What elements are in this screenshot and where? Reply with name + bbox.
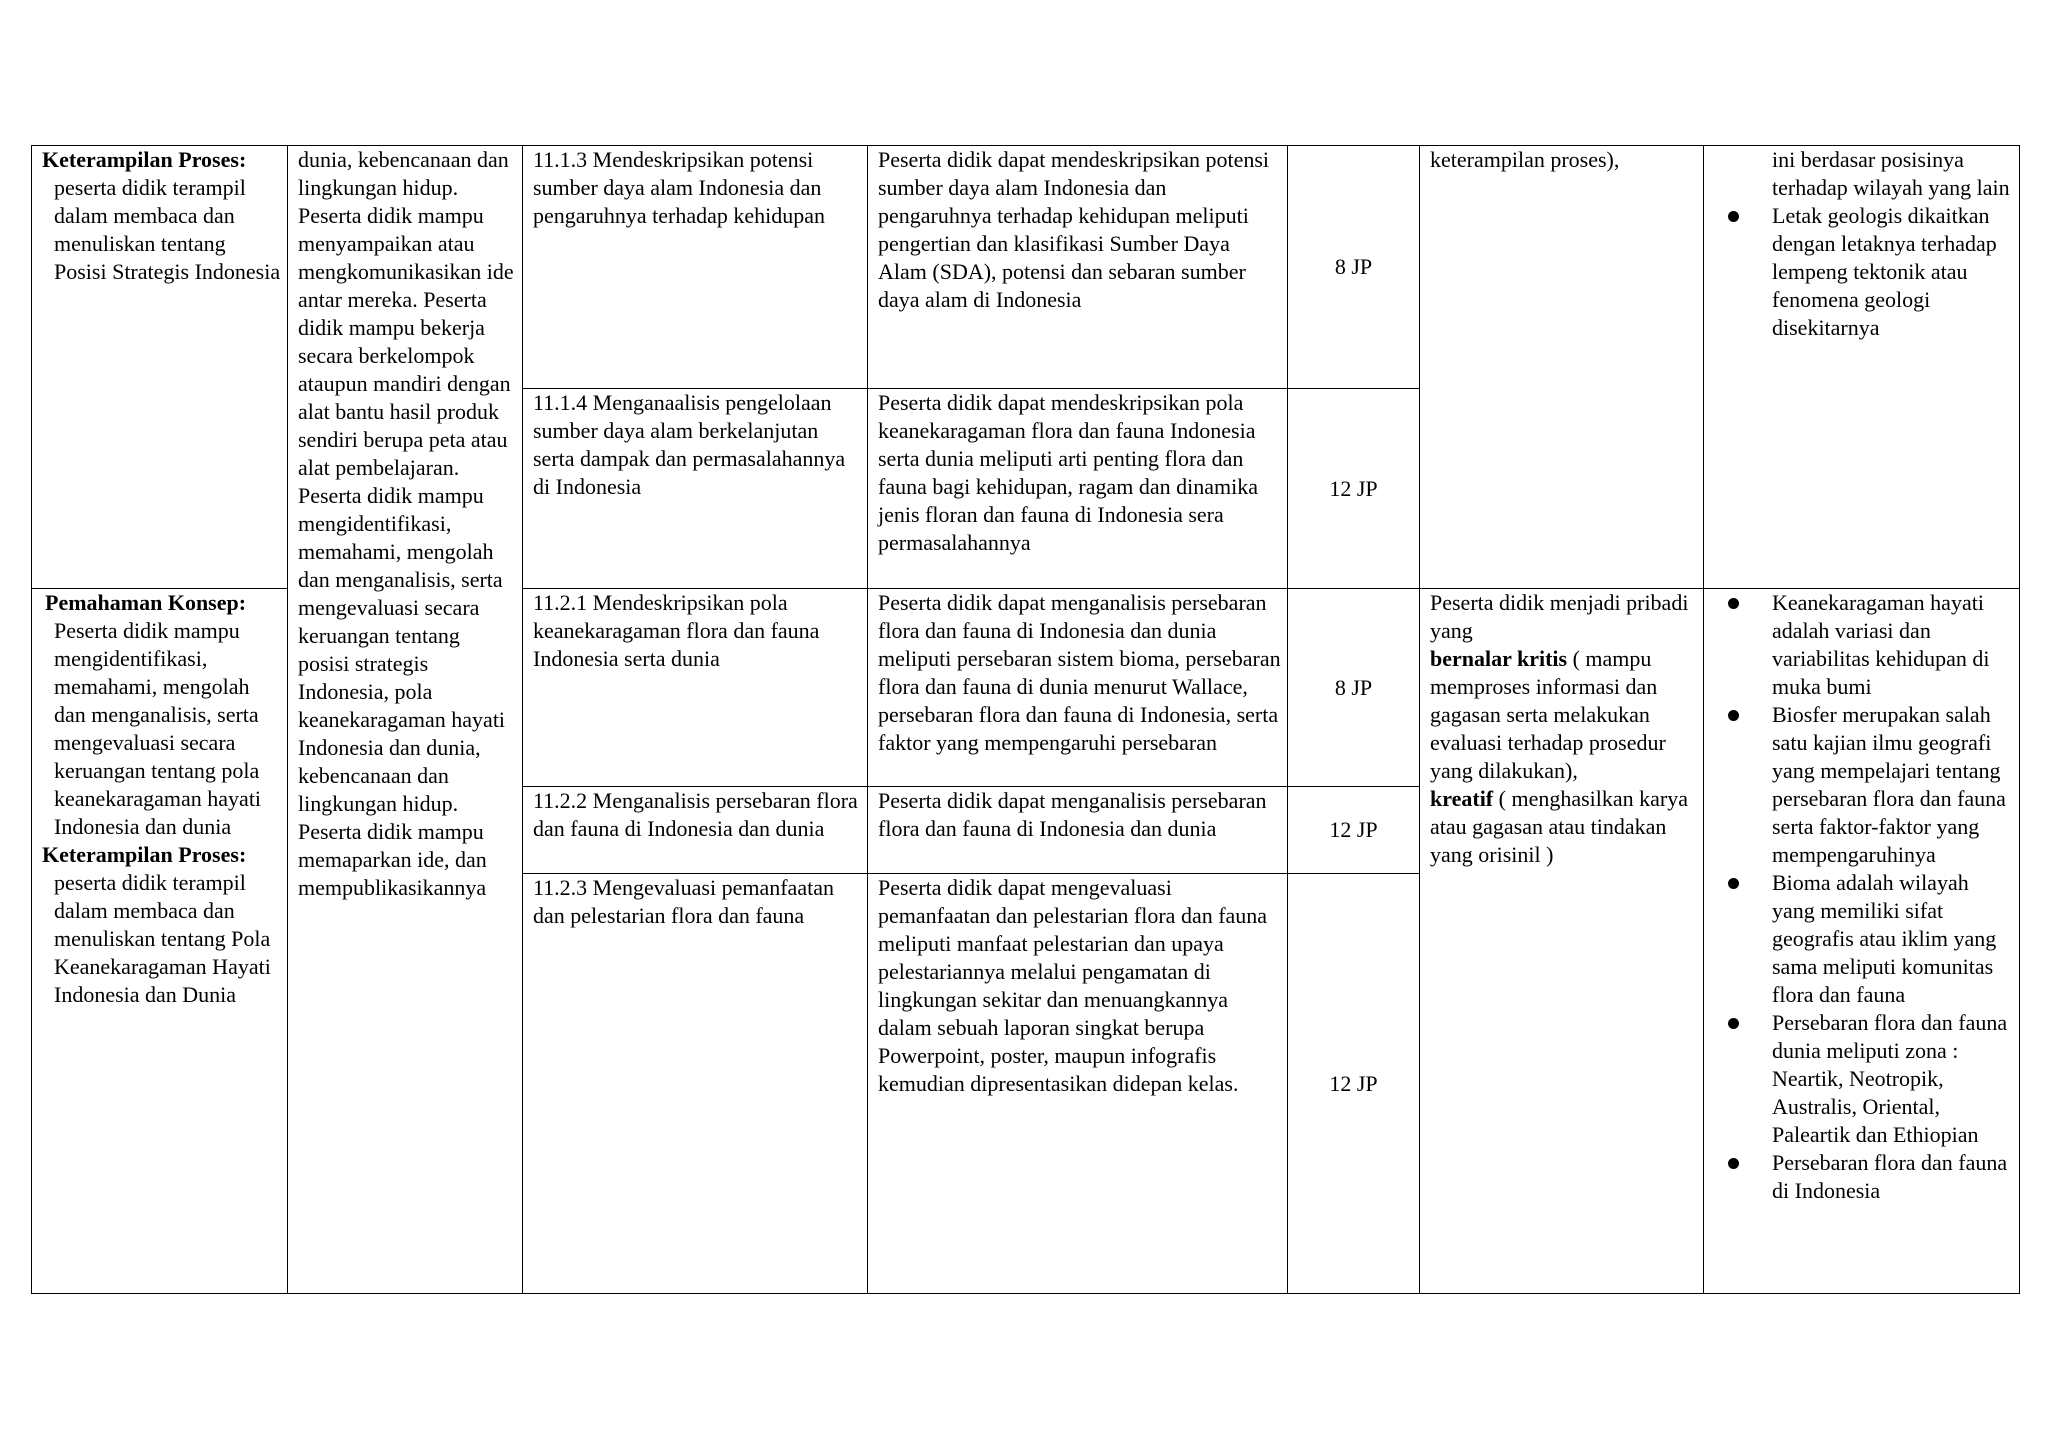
list-item: Bioma adalah wilayah yang memiliki sifat geografis atau iklim yang sama meliputi komunitas flora dan fauna bbox=[1714, 869, 2013, 1009]
profile-cell bbox=[1420, 146, 1704, 589]
flow-text: Peserta didik dapat menganalisis persebaran flora dan fauna di Indonesia dan dunia meliputi persebaran sistem bioma, persebaran flora dan fauna di dunia menurut Wallace, persebaran flora dan fauna di Indonesia, serta faktor yang mempengaruhi persebaran bbox=[878, 590, 1281, 755]
competency-heading: Pemahaman Konsep: bbox=[45, 590, 247, 615]
objective-text: 11.1.3 Mendeskripsikan potensi sumber daya alam Indonesia dan pengaruhnya terhadap kehidupan bbox=[533, 147, 825, 228]
flow-text: Peserta didik dapat mengevaluasi pemanfaatan dan pelestarian flora dan fauna meliputi manfaat pelestarian dan upaya pelestariannya melalui pengamatan di lingkungan sekitar dan menuangkannya dalam sebuah laporan singkat berupa Powerpoint, poster, maupun infografis kemudian dipresentasikan didepan kelas. bbox=[878, 875, 1268, 1096]
time-allocation: 12 JP bbox=[1288, 389, 1420, 589]
profile-desc: ( menghasilkan karya atau gagasan atau tindakan yang orisinil ) bbox=[1430, 786, 1689, 867]
competency-text: Peserta didik mampu mengidentifikasi, memahami, mengolah dan menganalisis, serta mengevaluasi secara keruangan tentang pola keanekaragaman hayati Indonesia dan dunia bbox=[54, 618, 262, 839]
objective-text: 11.2.3 Mengevaluasi pemanfaatan dan pelestarian flora dan fauna bbox=[533, 875, 834, 928]
list-item: Biosfer merupakan salah satu kajian ilmu geografi yang mempelajari tentang persebaran flora dan fauna serta faktor-faktor yang mempengaruhinya bbox=[1714, 701, 2013, 869]
profile-trait-critical: bernalar kritis bbox=[1430, 646, 1568, 671]
curriculum-table bbox=[31, 145, 2020, 1294]
profile-cell bbox=[1420, 589, 1704, 1294]
profile-trait-creative: kreatif bbox=[1430, 786, 1494, 811]
list-item: ini berdasar posisinya terhadap wilayah yang lain bbox=[1772, 147, 2010, 200]
flow-cell bbox=[868, 146, 1288, 389]
profile-desc: ( mampu memproses informasi dan gagasan serta melakukan evaluasi terhadap prosedur yang dilakukan), bbox=[1430, 646, 1666, 783]
competency-text: peserta didik terampil dalam membaca dan menuliskan tentang Pola Keanekaragaman Hayati Indonesia dan Dunia bbox=[54, 870, 271, 1007]
learning-outcome-cell bbox=[288, 146, 523, 1294]
material-list bbox=[1714, 146, 2013, 342]
flow-cell bbox=[868, 874, 1288, 1294]
objective-cell bbox=[523, 589, 868, 787]
flow-cell bbox=[868, 589, 1288, 787]
competency-heading: Keterampilan Proses: bbox=[42, 842, 247, 867]
time-allocation: 8 JP bbox=[1288, 146, 1420, 389]
learning-outcome-text: dunia, kebencanaan dan lingkungan hidup. Peserta didik mampu menyampaikan atau mengkomunikasikan ide antar mereka. Peserta didik mampu bekerja secara berkelompok ataupun mandiri dengan alat bantu hasil produk sendiri berupa peta atau alat pembelajaran. Peserta didik mampu mengidentifikasi, memahami, mengolah dan menganalisis, serta mengevaluasi secara keruangan tentang posisi strategis Indonesia, pola keanekaragaman hayati Indonesia dan dunia, kebencanaan dan lingkungan hidup. Peserta didik mampu memaparkan ide, dan mempublikasikannya bbox=[298, 147, 514, 900]
flow-text: Peserta didik dapat mendeskripsikan pola keanekaragaman flora dan fauna Indonesia serta dunia meliputi arti penting flora dan fauna bagi kehidupan, ragam dan dinamika jenis floran dan fauna di Indonesia sera permasalahannya bbox=[878, 390, 1258, 555]
flow-cell bbox=[868, 389, 1288, 589]
list-item: Keanekaragaman hayati adalah variasi dan variabilitas kehidupan di muka bumi bbox=[1714, 589, 2013, 701]
flow-text: Peserta didik dapat menganalisis persebaran flora dan fauna di Indonesia dan dunia bbox=[878, 788, 1267, 841]
material-cell bbox=[1704, 146, 2020, 589]
profile-text: keterampilan proses), bbox=[1430, 147, 1620, 172]
competency-cell bbox=[32, 146, 288, 589]
profile-intro: Peserta didik menjadi pribadi yang bbox=[1430, 590, 1689, 643]
competency-cell bbox=[32, 589, 288, 1294]
objective-text: 11.2.2 Menganalisis persebaran flora dan fauna di Indonesia dan dunia bbox=[533, 788, 858, 841]
time-allocation: 8 JP bbox=[1288, 589, 1420, 787]
objective-cell bbox=[523, 787, 868, 874]
list-item: Letak geologis dikaitkan dengan letaknya terhadap lempeng tektonik atau fenomena geologi disekitarnya bbox=[1714, 202, 2013, 342]
objective-text: 11.1.4 Menganaalisis pengelolaan sumber daya alam berkelanjutan serta dampak dan permasalahannya di Indonesia bbox=[533, 390, 846, 499]
profile-text bbox=[1430, 589, 1697, 869]
flow-cell bbox=[868, 787, 1288, 874]
time-allocation: 12 JP bbox=[1288, 787, 1420, 874]
material-list bbox=[1714, 589, 2013, 1205]
objective-cell bbox=[523, 146, 868, 389]
objective-cell bbox=[523, 389, 868, 589]
objective-text: 11.2.1 Mendeskripsikan pola keanekaragaman flora dan fauna Indonesia serta dunia bbox=[533, 590, 820, 671]
material-cell bbox=[1704, 589, 2020, 1294]
objective-cell bbox=[523, 874, 868, 1294]
competency-text: peserta didik terampil dalam membaca dan menuliskan tentang Posisi Strategis Indonesia bbox=[54, 175, 281, 284]
flow-text: Peserta didik dapat mendeskripsikan potensi sumber daya alam Indonesia dan pengaruhnya terhadap kehidupan meliputi pengertian dan klasifikasi Sumber Daya Alam (SDA), potensi dan sebaran sumber daya alam di Indonesia bbox=[878, 147, 1270, 312]
table-row bbox=[32, 146, 2020, 389]
competency-heading: Keterampilan Proses: bbox=[42, 147, 247, 172]
list-item: Persebaran flora dan fauna dunia meliputi zona : Neartik, Neotropik, Australis, Oriental, Paleartik dan Ethiopian bbox=[1714, 1009, 2013, 1149]
list-item: Persebaran flora dan fauna di Indonesia bbox=[1714, 1149, 2013, 1205]
time-allocation: 12 JP bbox=[1288, 874, 1420, 1294]
